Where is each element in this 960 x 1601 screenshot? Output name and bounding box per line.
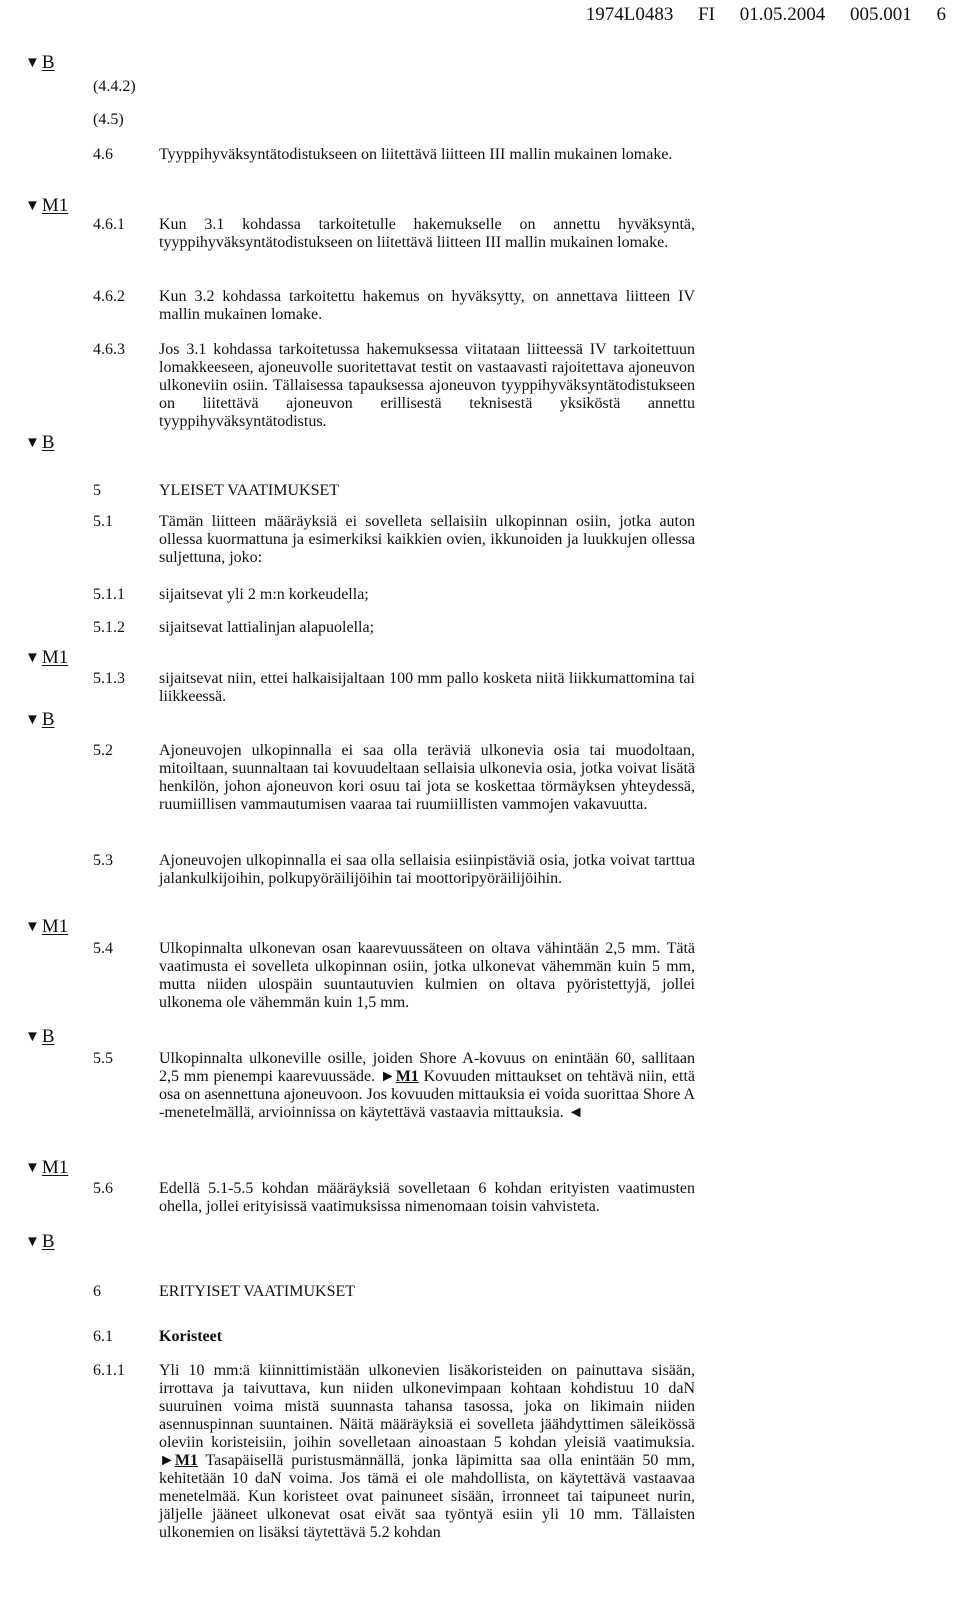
paragraph-number: 5.3 — [93, 852, 113, 869]
marker-code: B — [41, 1231, 55, 1252]
paragraph-number: 6.1.1 — [93, 1362, 125, 1379]
document-date: 01.05.2004 — [739, 4, 826, 25]
paragraph-text: Tyyppihyväksyntätodistukseen on liitettävä liitteen III mallin mukainen lomake. — [159, 146, 673, 163]
paragraph-number: 4.6.3 — [93, 341, 125, 358]
amendment-marker — [25, 709, 55, 731]
marker-code: B — [41, 432, 55, 453]
amendment-marker — [25, 1026, 55, 1048]
amendment-marker — [25, 1157, 68, 1179]
paragraph-number: 5.1 — [93, 513, 113, 530]
paragraph-text — [159, 1362, 695, 1542]
triangle-down-icon: ▼ — [25, 198, 40, 214]
document-version: 005.001 — [850, 4, 912, 25]
paragraph-text: Kun 3.2 kohdassa tarkoitettu hakemus on hyväksytty, on annettava liitteen IV mallin mukainen lomake. — [159, 288, 695, 323]
paragraph-number: 5.4 — [93, 940, 113, 957]
text-segment: Yli 10 mm:ä kiinnittimistään ulkonevien lisäkoristeiden on painuttava sisään, irrottava ja taivuttava, kun niiden ulkonevimpaan kohtaan kohdistuu 10 daN suuruinen voima mistä suunnasta tahansa tasossa, joka on likimain niiden asennuspinnan suuntainen. Näitä määräyksiä ei sovelleta jäähdyttimen säleikössä oleviin koristeisiin, joihin sovelletaan ainoastaan 5 kohdan yleisiä vaatimuksia. — [159, 1362, 695, 1451]
amendment-marker — [25, 1231, 55, 1253]
paragraph-text: Edellä 5.1-5.5 kohdan määräyksiä sovelletaan 6 kohdan erityisten vaatimusten ohella, jollei erityisissä vaatimuksissa nimenomaan toisin vahvisteta. — [159, 1180, 695, 1215]
section-heading — [93, 1283, 695, 1301]
amendment-marker — [25, 647, 68, 669]
triangle-down-icon: ▼ — [25, 919, 40, 935]
paragraph-number: 5.6 — [93, 1180, 113, 1197]
paragraph — [93, 146, 695, 164]
page-number: 6 — [936, 4, 946, 25]
language-code: FI — [698, 4, 715, 25]
paragraph — [93, 1180, 695, 1216]
marker-code: M1 — [41, 1157, 69, 1178]
paragraph-number: 5.1.1 — [93, 586, 125, 603]
section-number: 6 — [93, 1283, 101, 1300]
page-header — [586, 4, 946, 26]
marker-code: B — [41, 1026, 55, 1047]
paragraph-text: Tämän liitteen määräyksiä ei sovelleta sellaisiin ulkopinnan osiin, jotka auton ollessa kuormattuna ja esimerkiksi kaikkien ovien, ikkunoiden ja luukkujen ollessa suljettuna, joko: — [159, 513, 695, 566]
paragraph-text: Jos 3.1 kohdassa tarkoitetussa hakemuksessa viitataan liitteessä IV tarkoitettuun lomakkeeseen, ajoneuvolle suoritettavat testit on vastaavasti rajoitettava ajoneuvon ulkoneviin osiin. Tällaisessa tapauksessa ajoneuvon tyyppihyväksyntätodistukseen on liitettävä ajoneuvon erillisestä teknisestä yksiköstä annettu tyyppihyväksyntätodistus. — [159, 341, 695, 430]
triangle-down-icon: ▼ — [25, 1160, 40, 1176]
paragraph — [93, 670, 695, 706]
paragraph-number: 5.1.3 — [93, 670, 125, 687]
marker-code: B — [41, 52, 55, 73]
triangle-down-icon: ▼ — [25, 712, 40, 728]
amendment-inline-code: M1 — [395, 1068, 419, 1085]
paragraph-number: 4.6.1 — [93, 216, 125, 233]
subsection-title: Koristeet — [159, 1328, 223, 1345]
marker-code: M1 — [41, 647, 69, 668]
document-id: 1974L0483 — [585, 4, 674, 25]
triangle-down-icon: ▼ — [25, 1234, 40, 1250]
paragraph-number: 5.5 — [93, 1050, 113, 1067]
amendment-marker — [25, 432, 55, 454]
paragraph — [93, 742, 695, 814]
triangle-down-icon: ▼ — [25, 435, 40, 451]
paragraph-number: (4.4.2) — [93, 78, 136, 95]
paragraph — [93, 216, 695, 252]
paragraph-number: (4.5) — [93, 111, 124, 128]
section-title: ERITYISET VAATIMUKSET — [159, 1283, 356, 1300]
paragraph — [93, 1362, 695, 1542]
paragraph-text: sijaitsevat lattialinjan alapuolella; — [159, 619, 375, 636]
amendment-marker — [25, 195, 68, 217]
paragraph-number: 5.1.2 — [93, 619, 125, 636]
subsection-heading — [93, 1328, 695, 1346]
amendment-start-marker: ► — [379, 1068, 396, 1085]
text-segment: Tasapäisellä puristusmännällä, jonka läpimitta saa olla enintään 50 mm, kehitetään 10 daN voima. Jos tämä ei ole mahdollista, on käytettävä vastaavaa menetelmää. Kun koristeet ovat painuneet sisään, irronneet tai taipuneet nurin, jäljelle jääneet ulkonevat osat eivät saa työntyä esiin yli 10 mm. Tällaisten ulkonemien on lisäksi täytettävä 5.2 kohdan — [159, 1452, 695, 1541]
marker-code: M1 — [41, 195, 69, 216]
section-title: YLEISET VAATIMUKSET — [159, 482, 340, 499]
paragraph-number: 5.2 — [93, 742, 113, 759]
amendment-end-marker: ◄ — [567, 1104, 584, 1121]
section-heading — [93, 482, 695, 500]
text-segment: Ulkopinnalta ulkoneville osille, joiden Shore A-kovuus on enintään 60, sallitaan 2,5 mm pienempi kaarevuussäde. — [159, 1050, 695, 1085]
marker-code: B — [41, 709, 55, 730]
paragraph-text: Kun 3.1 kohdassa tarkoitetulle hakemukselle on annettu hyväksyntä, tyyppihyväksyntätodistukseen on liitettävä liitteen III mallin mukainen lomake. — [159, 216, 695, 251]
amendment-marker — [25, 52, 55, 74]
paragraph-number: 4.6 — [93, 146, 113, 163]
paragraph-text: Ulkopinnalta ulkonevan osan kaarevuussäteen on oltava vähintään 2,5 mm. Tätä vaatimusta ei sovelleta ulkopinnan osiin, jotka ulkonevat vähemmän kuin 5 mm, mutta niiden ulospäin suuntautuvien kulmien on oltava pyöristettyjä, jollei ulkonema ole vähemmän kuin 1,5 mm. — [159, 940, 695, 1011]
text-segment: Kovuuden mittaukset on tehtävä niin, että osa on asennettuna ajoneuvoon. Jos kovuuden mittauksia ei voida suorittaa Shore A -menetelmällä, arvioinnissa on käytettävä vastaavia mittauksia. — [159, 1068, 696, 1121]
paragraph — [93, 288, 695, 324]
marker-code: M1 — [41, 916, 69, 937]
paragraph-text: Ajoneuvojen ulkopinnalla ei saa olla teräviä ulkonevia osia tai muodoltaan, mitoiltaan, suunnaltaan tai kovuudeltaan sellaisia ulkonevia osia, jotka voivat lisätä henkilön, johon ajoneuvon kori osuu tai jota se koskettaa törmäyksen yhteydessä, ruumiillisen vammautumisen vaaraa tai ruumiillisten vammojen vakavuutta. — [159, 742, 695, 813]
paragraph — [93, 513, 695, 567]
paragraph — [93, 852, 695, 888]
amendment-marker — [25, 916, 68, 938]
triangle-down-icon: ▼ — [25, 55, 40, 71]
triangle-down-icon: ▼ — [25, 1029, 40, 1045]
paragraph — [93, 940, 695, 1012]
triangle-down-icon: ▼ — [25, 650, 40, 666]
amendment-inline-code: M1 — [174, 1452, 198, 1469]
paragraph-text: Ajoneuvojen ulkopinnalla ei saa olla sellaisia esiinpistäviä osia, jotka voivat tarttua jalankulkijoihin, polkupyöräilijöihin tai moottoripyöräilijöihin. — [159, 852, 695, 887]
paragraph-number: 4.6.2 — [93, 288, 125, 305]
section-number: 6.1 — [93, 1328, 113, 1345]
paragraph — [93, 619, 695, 637]
section-number: 5 — [93, 482, 101, 499]
paragraph — [93, 341, 695, 431]
paragraph-text — [159, 1050, 695, 1122]
paragraph — [93, 586, 695, 604]
paragraph — [93, 1050, 695, 1122]
paragraph-text: sijaitsevat niin, ettei halkaisijaltaan 100 mm pallo kosketa niitä liikkumattomina tai liikkeessä. — [159, 670, 695, 705]
paragraph-text: sijaitsevat yli 2 m:n korkeudella; — [159, 586, 369, 603]
amendment-start-marker: ► — [159, 1452, 175, 1469]
